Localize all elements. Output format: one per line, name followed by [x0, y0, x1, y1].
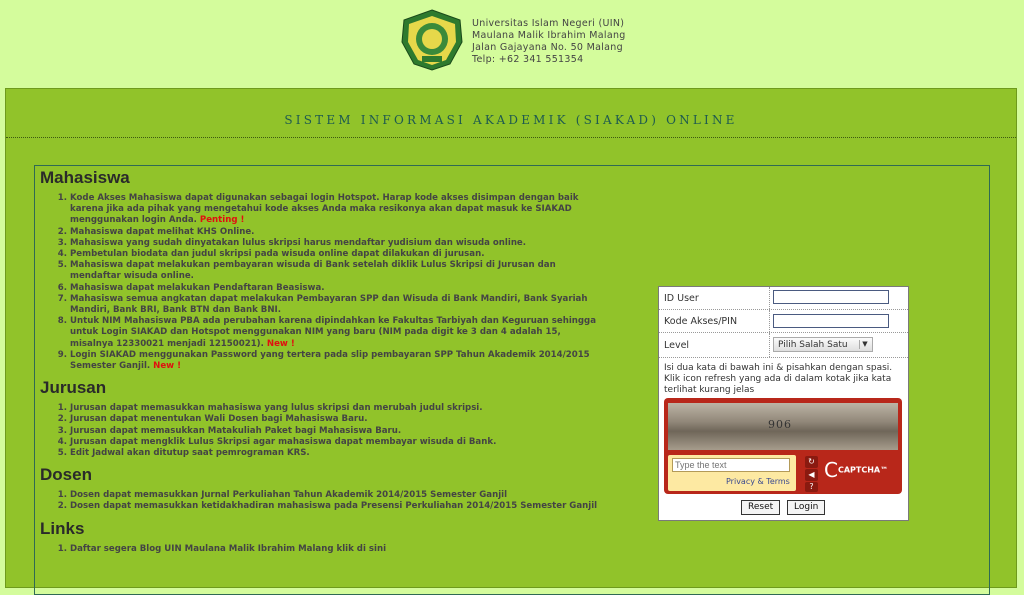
captcha-input-area [668, 455, 796, 491]
captcha-input[interactable] [672, 458, 790, 472]
level-row [659, 333, 908, 358]
announcements [40, 168, 600, 561]
audio-icon[interactable]: ◀ [805, 469, 818, 481]
item-text: Mahasiswa yang sudah dinyatakan lulus skripsi harus mendaftar yudisium dan wisuda online. [70, 237, 527, 248]
list-item: 2. Jurusan dapat menentukan Wali Dosen bagi Mahasiswa Baru. [70, 414, 600, 425]
item-text: Mahasiswa semua angkatan dapat melakukan Pembayaran SPP dan Wisuda di Bank Mandiri, Bank Syariah Mandiri, Bank BRI, Bank BTN dan Bank BNI. [70, 293, 588, 316]
item-text: Untuk NIM Mahasiswa PBA ada perubahan karena dipindahkan ke Fakultas Tarbiyah dan Keguruan sehingga untuk Login SIAKAD dan Hotspot menggunakan NIM yang baru (NIM pada digit ke 3 dan 4 adalah 15, misalnya 12330021 menjadi 12150021). [70, 316, 597, 349]
list-item: 4. Jurusan dapat mengklik Lulus Skripsi agar mahasiswa dapat membayar wisuda di Bank. [70, 437, 600, 448]
item-text: Mahasiswa dapat melihat KHS Online. [70, 226, 255, 237]
mahasiswa-list [40, 193, 600, 372]
level-select[interactable] [773, 337, 873, 352]
links-list [40, 544, 600, 555]
address-line-1: Universitas Islam Negeri (UIN) [472, 18, 625, 29]
recaptcha-widget [664, 398, 902, 494]
refresh-icon[interactable]: ↻ [805, 456, 818, 468]
item-text: Mahasiswa dapat melakukan pembayaran wisuda di Bank setelah diklik Lulus Skripsi di Jurusan dan mendaftar wisuda online. [70, 260, 556, 282]
list-item [70, 260, 600, 282]
dosen-list [40, 490, 600, 512]
recaptcha-c-icon: C [824, 458, 838, 482]
captcha-image [668, 403, 898, 450]
reset-button[interactable]: Reset [741, 500, 780, 515]
row-separator [769, 333, 770, 357]
login-form [658, 286, 909, 521]
list-item [70, 249, 600, 260]
jurusan-list [40, 403, 600, 459]
list-item [70, 350, 600, 372]
id-user-row [659, 287, 908, 310]
address-line-4: Telp: +62 341 551354 [472, 54, 584, 65]
login-button[interactable]: Login [787, 500, 825, 515]
address-line-2: Maulana Malik Ibrahim Malang [472, 30, 626, 41]
level-label: Level [664, 340, 690, 351]
list-item: 5. Edit Jadwal akan ditutup saat pemrograman KRS. [70, 448, 600, 459]
item-text: Mahasiswa dapat melakukan Pendaftaran Beasiswa. [70, 282, 325, 293]
title-divider [6, 137, 1016, 138]
privacy-terms-link[interactable]: Privacy & Terms [726, 477, 790, 486]
uin-logo [400, 8, 464, 72]
captcha-word: 906 [768, 418, 792, 431]
content-box [34, 165, 990, 595]
recaptcha-brand: CAPTCHA™ [837, 465, 889, 475]
list-item: 1. Dosen dapat memasukkan Jurnal Perkuliahan Tahun Akademik 2014/2015 Semester Ganjil [70, 490, 600, 501]
page-title: SISTEM INFORMASI AKADEMIK (SIAKAD) ONLINE [284, 113, 738, 127]
item-text: Pembetulan biodata dan judul skripsi pada wisuda online dapat dilakukan di jurusan. [70, 249, 485, 260]
list-item: 3. Jurusan dapat memasukkan Matakuliah Paket bagi Mahasiswa Baru. [70, 426, 600, 437]
row-separator [769, 287, 770, 309]
list-item [70, 238, 600, 249]
list-item [70, 294, 600, 316]
captcha-instructions: Isi dua kata di bawah ini & pisahkan dengan spasi. Klik icon refresh yang ada di dalam kotak jika kata terlihat kurang jelas [664, 363, 893, 395]
list-item [70, 227, 600, 238]
blog-link[interactable]: 1. Daftar segera Blog UIN Maulana Malik Ibrahim Malang klik di sini [70, 544, 600, 555]
list-item: 2. Dosen dapat memasukkan ketidakhadiran mahasiswa pada Presensi Perkuliahan 2014/2015 Semester Ganjil [70, 501, 600, 512]
id-user-label: ID User [664, 293, 699, 304]
address-line-3: Jalan Gajayana No. 50 Malang [472, 42, 623, 53]
row-separator [769, 310, 770, 332]
main-panel [5, 88, 1017, 588]
chevron-down-icon: ▼ [859, 340, 870, 349]
list-item [70, 316, 600, 350]
kode-akses-input[interactable] [773, 314, 889, 328]
section-heading-jurusan: Jurusan [40, 378, 107, 398]
penting-badge: Penting ! [199, 215, 245, 226]
section-heading-links: Links [40, 518, 85, 538]
list-item [70, 283, 600, 294]
list-item: 1. Jurusan dapat memasukkan mahasiswa yang lulus skripsi dan merubah judul skripsi. [70, 403, 600, 414]
id-user-input[interactable] [773, 290, 889, 304]
kode-akses-label: Kode Akses/PIN [664, 316, 738, 327]
list-item [70, 193, 600, 227]
recaptcha-logo [824, 458, 888, 482]
item-text: Kode Akses Mahasiswa dapat digunakan sebagai login Hotspot. Harap kode akses disimpan dengan baik karena jika ada pihak yang mengetahui kode akses Anda maka resikonya akan dapat masuk ke SIAKAD menggunakan login Anda. [70, 193, 579, 226]
help-icon[interactable]: ? [805, 482, 818, 492]
level-selected-value: Pilih Salah Satu [778, 340, 848, 350]
section-heading-dosen: Dosen [40, 465, 92, 485]
new-badge: New ! [266, 338, 295, 349]
new-badge: New ! [153, 361, 182, 372]
university-address [472, 18, 626, 66]
section-heading-mahasiswa: Mahasiswa [40, 168, 130, 187]
page-header [0, 0, 1024, 88]
kode-akses-row [659, 310, 908, 333]
item-text: Login SIAKAD menggunakan Password yang tertera pada slip pembayaran SPP Tahun Akademik 2014/2015 Semester Ganjil. [70, 349, 590, 372]
